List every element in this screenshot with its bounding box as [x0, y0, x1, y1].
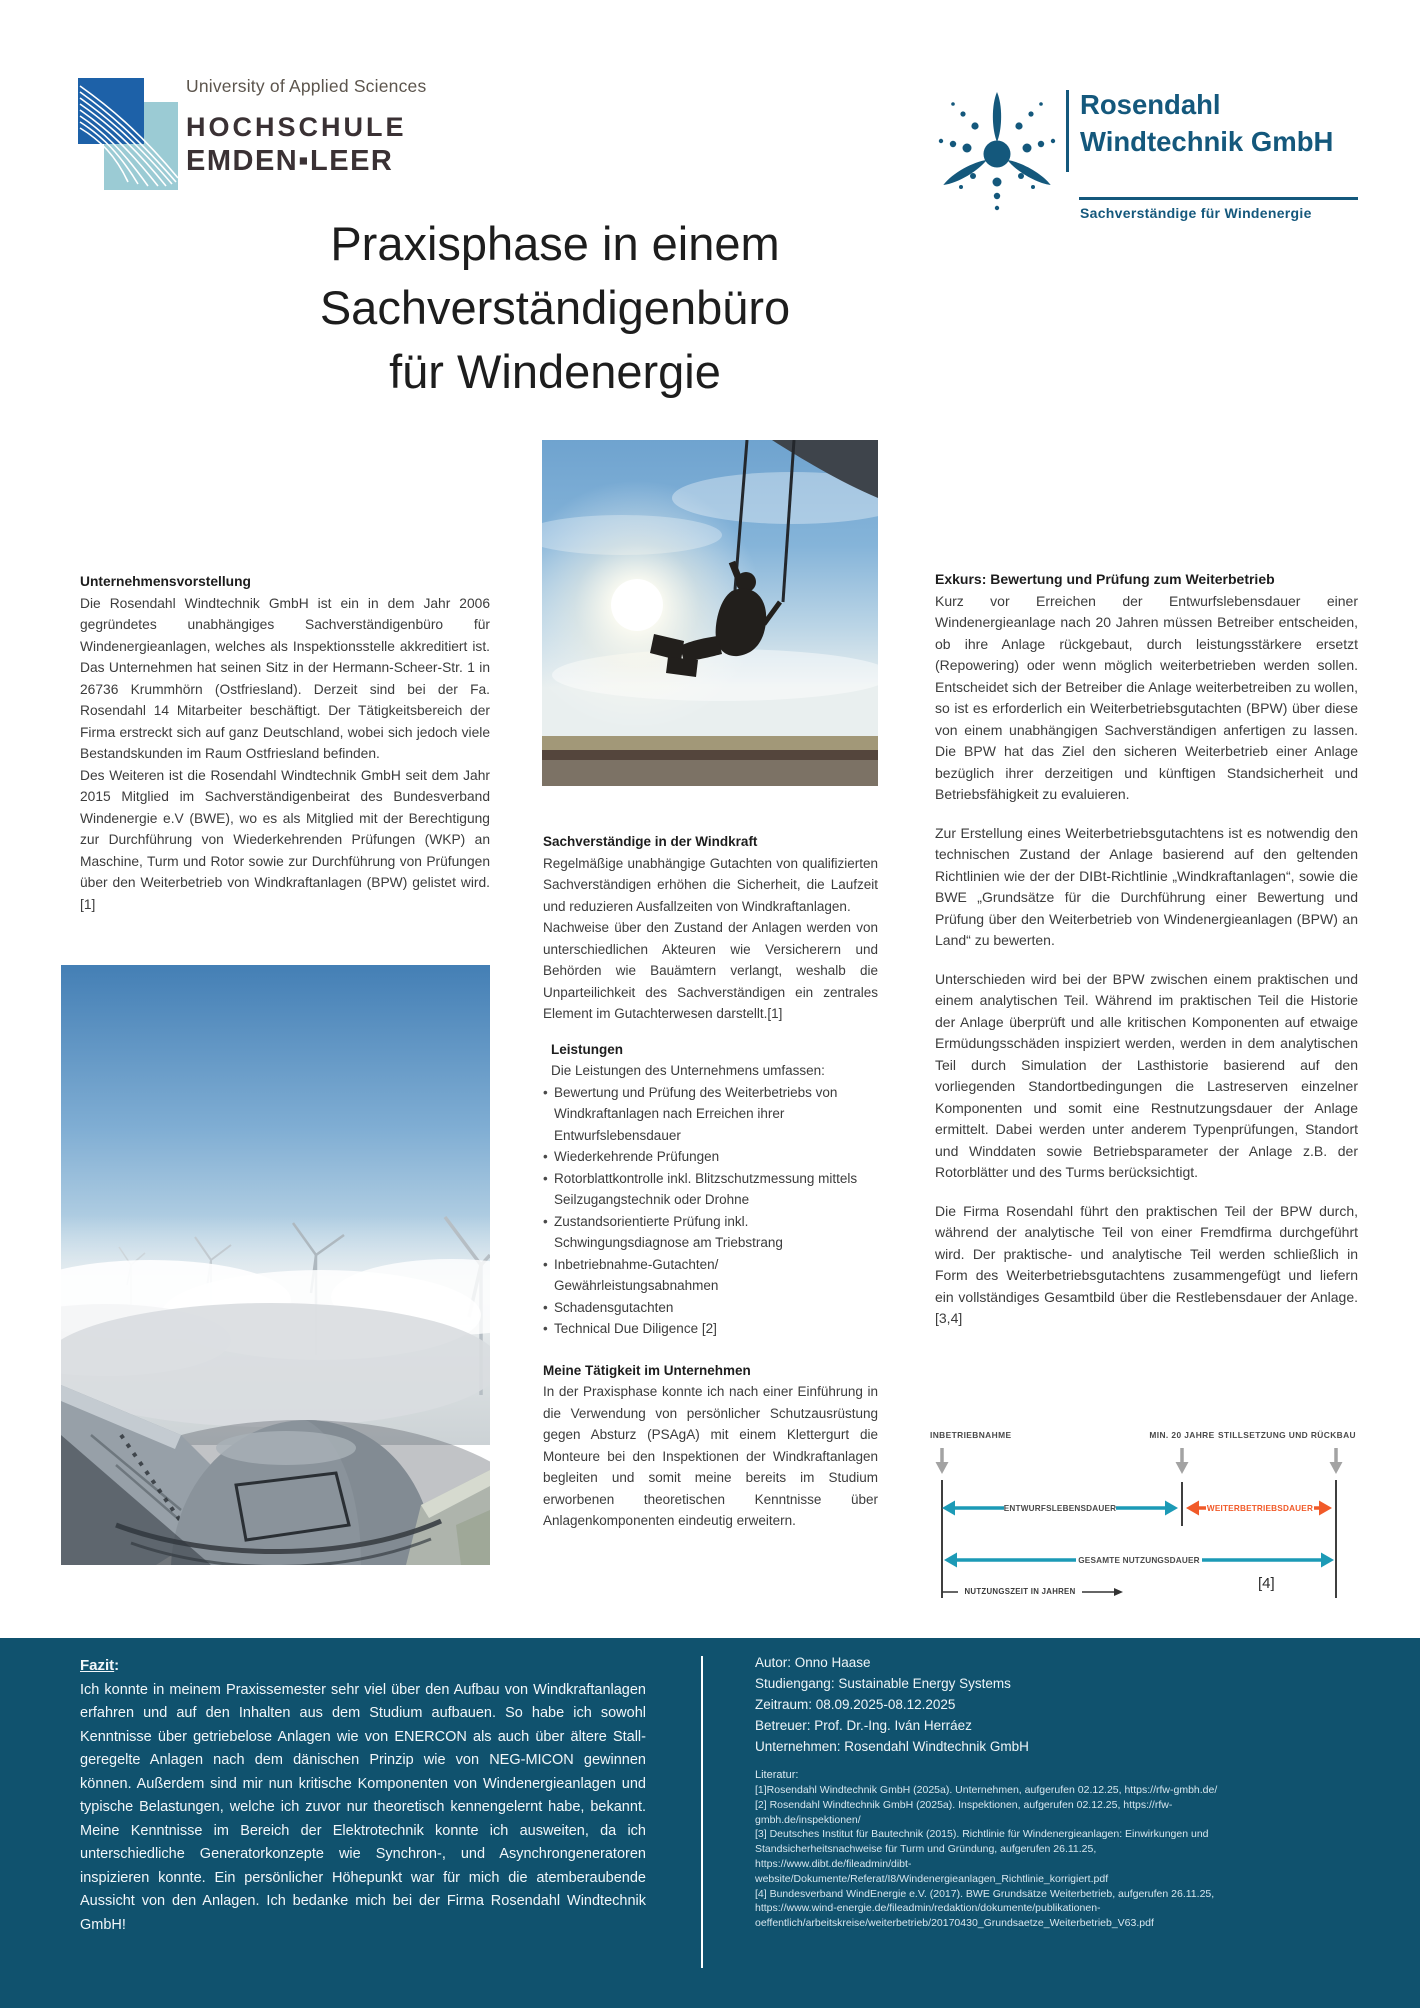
paragraph: Unterschieden wird bei der BPW zwischen einem praktischen und einem analytischen Teil. Während im praktischen Teil die Historie der Anlage überprüft und alle kritischen Komponenten auf etwaige Ermüdungsschäden inspiziert werden, werden in dem analytischen Teil durch Simulation der Lasthistorie basierend auf den vorliegenden Standortbedingungen die Lastreserven einzelner Komponenten und somit eine Restnutzungsdauer der Anlage ermittelt. Dabei werden unter anderem Typenprüfungen, Standort und Winddaten sowie Betriebsparameter der Anlage z.B. der Rotorblätter und des Turms berücksichtigt. [935, 970, 1358, 1180]
info-line-period: Zeitraum: 08.09.2025-08.12.2025 [755, 1697, 956, 1712]
list-item: • Rotorblattkontrolle inkl. Blitzschutzmessung mittels Seilzugangstechnik oder Drohne [543, 1168, 878, 1211]
info-line-supervisor: Betreuer: Prof. Dr.-Ing. Iván Herráez [755, 1718, 972, 1733]
time-axis [942, 1584, 1123, 1597]
fazit-heading-colon: : [114, 1657, 120, 1674]
footer-divider [701, 1656, 703, 1968]
milestone-label-decommissioning: STILLSETZUNG UND RÜCKBAU [1217, 1430, 1356, 1440]
title-line2: Sachverständigenbüro [319, 281, 791, 334]
title-line3: für Windenergie [389, 345, 721, 398]
milestone-down-arrows [936, 1448, 1343, 1474]
fazit-heading-text: Fazit [80, 1657, 115, 1674]
company-name-line2: Windtechnik GmbH [1080, 126, 1334, 157]
section-heading: Unternehmensvorstellung [80, 574, 251, 589]
fazit-heading [80, 1657, 119, 1674]
section-heading: Leistungen [551, 1041, 624, 1057]
milestone-label-commissioning: INBETRIEBNAHME [930, 1430, 1012, 1440]
services-list [543, 1082, 878, 1340]
design-life-arrow [942, 1500, 1178, 1516]
diagram-citation: [4] [1258, 1575, 1275, 1592]
paragraph: Zur Erstellung eines Weiterbetriebsgutachtens ist es notwendig den technischen Zustand der Anlage basierend auf den geltenden Richtlinien wie der der DIBt-Richtlinie „Windkraftanlagen“, sowie die BWE „Grundsätze für die Durchführung einer Bewertung und Prüfung über den Weiterbetrieb von Windenergieanlagen (BPW) an Land“ zu bewerten. [935, 824, 1358, 948]
paragraph: In der Praxisphase konnte ich nach einer Einführung in die Verwendung von persönlicher Schutzausrüstung gegen Absturz (PSAgA) mit einem Klettergurt die Monteure bei den Inspektionen der Windkraftanlagen begleiten und somit meine bereits im Studium erworbenen theoretischen Kenntnisse über Anlagenkomponenten eindeutig erweitern. [543, 1384, 878, 1528]
milestone-label-20-years: MIN. 20 JAHRE [1149, 1430, 1215, 1440]
company-logo-rule [1079, 197, 1358, 200]
reference-item: [4] Bundesverband WindEnergie e.V. (2017). BWE Grundsätze Weiterbetrieb, aufgerufen 26.11.25, https://www.wind-energie.de/fileadmin/redaktion/dokumente/publikationen-oeffentlich/arbeitskreise/weiterbetrieb/20170430_Grundsaetze_Weiterbetrieb_V63.pdf [755, 1887, 1215, 1930]
author-info [755, 1652, 1345, 1757]
literatur-heading: Literatur: [755, 1769, 799, 1781]
section-heading: Meine Tätigkeit im Unternehmen [543, 1362, 751, 1378]
total-use-arrow [944, 1552, 1334, 1568]
info-line-author: Autor: Onno Haase [755, 1655, 871, 1670]
info-line-program: Studiengang: Sustainable Energy Systems [755, 1676, 1011, 1691]
milestone-lines [942, 1480, 1336, 1598]
university-logo-text [186, 76, 426, 178]
university-name-line1: HOCHSCHULE [186, 112, 407, 142]
nacelle-above-clouds-photo [61, 965, 490, 1565]
page-title [60, 212, 1050, 404]
company-name-line1: Rosendahl [1080, 89, 1221, 120]
paragraph: Die Rosendahl Windtechnik GmbH ist ein in dem Jahr 2006 gegründetes unabhängiges Sachverständigenbüro für Windenergieanlagen, welches als Inspektionsstelle akkreditiert ist. Das Unternehmen hat seinen Sitz in der Hermann-Scheer-Str. 1 in 26736 Krummhörn (Ostfriesland). Derzeit sind bei der Fa. Rosendahl 14 Mitarbeiter beschäftigt. Der Tätigkeitsbereich der Firma erstreckt sich auf ganz Deutschland, wobei sich jedoch viele Bestandskunden im Raum Ostfriesland befinden. [80, 595, 490, 761]
paragraph: Des Weiteren ist die Rosendahl Windtechnik GmbH seit dem Jahr 2015 Mitglied im Sachverständigenbeirat des Bundesverband Windenergie e.V (BWE), wo es als Mitglied mit der Berechtigung zur Durchführung von Wiederkehrenden Prüfungen (WKP) an Maschine, Turm und Rotor sowie zur Durchführung von Prüfungen über den Weiterbetrieb von Windkraftanlagen (BPW) gelistet wird. [1] [80, 767, 490, 912]
reference-item: [2] Rosendahl Windtechnik GmbH (2025a). Inspektionen, aufgerufen 02.12.25, https://rfw-gmbh.de/inspektionen/ [755, 1798, 1173, 1826]
total-use-label: GESAMTE NUTZUNGSDAUER [1078, 1556, 1200, 1565]
title-line1: Praxisphase in einem [330, 217, 780, 270]
paragraph: Kurz vor Erreichen der Entwurfslebensdauer einer Windenergieanlage nach 20 Jahren müssen Betreiber entscheiden, ob ihre Anlage rückgebaut, durch leistungsstärkere ersetzt (Repowering) oder wenn möglich weiterbetrieben werden sollen. Entscheidet sich der Betreiber die Anlage weiterbetreiben zu wollen, so ist es erforderlich ein Weiterbetriebsgutachten (BPW) über diese von einem unabhängigen Sachverständigen anfertigen zu lassen. Die BPW hat das Ziel den sicheren Weiterbetrieb einer Anlage bezüglich ihrer derzeitigen und künftigen Standsicherheit und Betriebsfähigkeit zu evaluieren. [935, 592, 1358, 802]
list-item: • Inbetriebnahme-Gutachten/ Gewährleistungsabnahmen [543, 1254, 878, 1297]
company-logo-divider [1066, 90, 1069, 172]
info-line-company: Unternehmen: Rosendahl Windtechnik GmbH [755, 1739, 1029, 1754]
reference-item: [3] Deutsches Institut für Bautechnik (2015). Richtlinie für Windenergieanlagen: Einwirkungen und Standsicherheitsnachweise für Turm und Gründung, aufgerufen 26.11.25, https://www.dibt.de/fileadmin/dibt-website/Dokumente/Referat/I8/Windenergieanlagen_Richtlinie_korrigiert.pdf [755, 1828, 1209, 1885]
company-introduction-section [80, 571, 490, 915]
section-heading: Sachverständige in der Windkraft [543, 834, 758, 849]
list-item: • Technical Due Diligence [2] [543, 1318, 878, 1340]
university-name-line2: EMDEN▪LEER [186, 145, 394, 177]
paragraph: Die Firma Rosendahl führt den praktischen Teil der BPW durch, während der analytische Teil von einer Fremdfirma durchgeführt wird. Der praktische- und analytische Teil werden schließlich in Form des Weiterbetriebsgutachtens zusammengefügt und liefern ein vollständiges Gesamtbild über die Restlebensdauer der Anlage. [3,4] [935, 1202, 1358, 1326]
section-heading: Exkurs: Bewertung und Prüfung zum Weiterbetrieb [935, 571, 1275, 587]
university-logo-icon [78, 72, 178, 190]
fazit-text: Ich konnte in meinem Praxissemester sehr viel über den Aufbau von Windkraftanlagen erfahren und auf den Inhalten aus dem Studium aufbauen. So habe ich sowohl Kenntnisse über getriebelose Anlagen wie von ENERCON als auch über ältere Stall-geregelte Anlagen nach dem dänischen Prinzip wie von NEG-MICON gewinnen können. Außerdem sind mir nun kritische Komponenten von Windenergieanlagen und typische Belastungen, welche ich zuvor nur theoretisch kennengelernt habe, bekannt. Meine Kenntnisse im Bereich der Elektrotechnik konnte ich ausweiten, da ich unterschiedliche Generatorkonzepte wie Synchron-, und Asynchrongeneratoren inspizieren konnte. Ein persönlicher Höhepunkt war für mich die atemberaubende Aussicht von den Anlagen. Ich bedanke mich bei der Firma Rosendahl Windtechnik GmbH! [80, 1681, 646, 1933]
reference-item: [1]Rosendahl Windtechnik GmbH (2025a). Unternehmen, aufgerufen 02.12.25, https://rfw-gmbh.de/ [755, 1784, 1218, 1796]
design-life-label: ENTWURFSLEBENSDAUER [1003, 1504, 1117, 1513]
fazit-block [80, 1654, 646, 1937]
continued-operation-label: WEITERBETRIEBSDAUER [1206, 1504, 1314, 1513]
paragraph: Regelmäßige unabhängige Gutachten von qualifizierten Sachverständigen erhöhen die Sicherheit, die Laufzeit und reduzieren Ausfallzeiten von Windkraftanlagen. [543, 855, 878, 914]
weiterbetrieb-section [935, 569, 1358, 1347]
list-item: • Schadensgutachten [543, 1297, 878, 1319]
company-name [1080, 86, 1333, 160]
services-intro: Die Leistungen des Unternehmens umfassen: [551, 1063, 825, 1078]
reference-list [755, 1783, 1227, 1931]
footer-info-block [755, 1652, 1345, 1931]
list-item: • Bewertung und Prüfung des Weiterbetriebs von Windkraftanlagen nach Erreichen ihrer Entwurfslebensdauer [543, 1082, 878, 1147]
paragraph: Nachweise über den Zustand der Anlagen werden von unterschiedlichen Akteuren wie Versicherern und Behörden wie Bauämtern verlangt, weshalb die Unparteilichkeit des Sachverständigen ein zentrales Element im Gutachterwesen darstellt.[1] [543, 920, 878, 1021]
lifetime-timeline-diagram [920, 1426, 1365, 1606]
wind-turbine-icon [925, 84, 1070, 222]
company-subtitle: Sachverständige für Windenergie [1080, 205, 1312, 221]
list-item: • Wiederkehrende Prüfungen [543, 1146, 878, 1168]
time-axis-label: NUTZUNGSZEIT IN JAHREN [964, 1587, 1076, 1596]
continued-operation-arrow [1186, 1500, 1332, 1516]
university-tagline: University of Applied Sciences [186, 76, 427, 96]
footer [0, 1638, 1420, 2008]
rope-access-climber-photo [542, 440, 878, 786]
list-item: • Zustandsorientierte Prüfung inkl. Schwingungsdiagnose am Triebstrang [543, 1211, 878, 1254]
middle-column [543, 831, 878, 1532]
